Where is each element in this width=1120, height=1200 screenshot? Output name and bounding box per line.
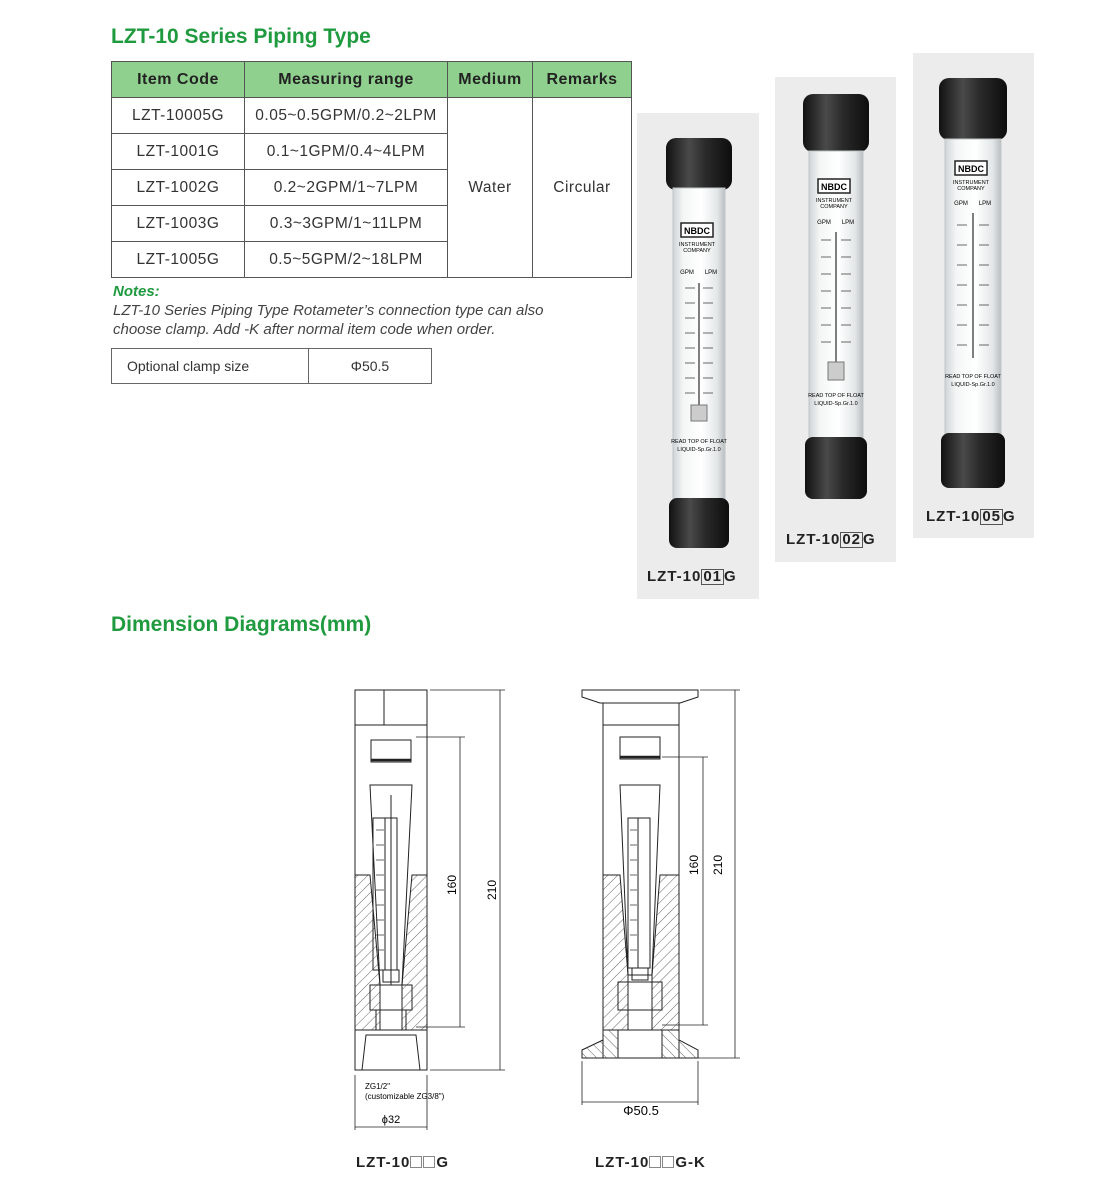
photo-caption [926, 508, 1016, 525]
item-code-cell: LZT-1002G [112, 170, 245, 206]
meter-text: LPM [841, 220, 855, 226]
meter-text: READ TOP OF FLOAT [671, 439, 727, 445]
meter-text: LIQUID-Sp.Gr.1.0 [677, 447, 721, 453]
caption-suffix: G [1003, 508, 1016, 525]
meter-text: LPM [978, 201, 992, 207]
brand-logo: NBDC [684, 226, 710, 236]
meter-text: LPM [704, 270, 718, 276]
table-header-row [112, 62, 632, 98]
brand-logo: NBDC [821, 182, 847, 192]
photo-caption [647, 568, 737, 585]
caption-suffix: G [436, 1154, 450, 1171]
product-photo-lzt-1001g [637, 113, 759, 599]
caption-suffix: G [863, 531, 876, 548]
item-code-cell: LZT-1003G [112, 206, 245, 242]
diagram-caption [595, 1154, 706, 1171]
blank-box-icon [423, 1156, 435, 1168]
meter-text: INSTRUMENT [815, 198, 853, 204]
header-item-code: Item Code [112, 62, 245, 98]
clamp-size-label: Optional clamp size [112, 349, 309, 384]
meter-text: INSTRUMENT [678, 242, 716, 248]
rotameter-image [913, 53, 1034, 538]
meter-text: GPM [954, 201, 968, 207]
dimension-diagram-lzt-10g-k [570, 685, 750, 1125]
dimension-scale: 160 [445, 874, 459, 896]
caption-prefix: LZT-10 [356, 1154, 411, 1171]
meter-text: GPM [680, 270, 694, 276]
notes [113, 282, 544, 339]
meter-text: LIQUID-Sp.Gr.1.0 [951, 382, 995, 388]
meter-text: COMPANY [820, 204, 848, 210]
spec-table [111, 61, 632, 278]
meter-text: LIQUID-Sp.Gr.1.0 [814, 401, 858, 407]
caption-prefix: LZT-10 [595, 1154, 650, 1171]
header-medium: Medium [448, 62, 533, 98]
remarks-cell: Circular [533, 98, 632, 278]
table-row [112, 98, 632, 134]
photo-caption [786, 531, 876, 548]
section-title: Dimension Diagrams(mm) [111, 613, 372, 636]
item-code-cell: LZT-10005G [112, 98, 245, 134]
meter-text: COMPANY [957, 186, 985, 192]
blank-box-icon [662, 1156, 674, 1168]
header-measuring-range: Measuring range [245, 62, 448, 98]
dimension-scale: 160 [687, 854, 701, 876]
range-cell: 0.1~1GPM/0.4~4LPM [245, 134, 448, 170]
caption-code: 01 [703, 568, 723, 585]
thread-spec: ZG1/2" [365, 1082, 391, 1091]
caption-suffix: G-K [675, 1154, 706, 1171]
range-cell: 0.05~0.5GPM/0.2~2LPM [245, 98, 448, 134]
range-cell: 0.2~2GPM/1~7LPM [245, 170, 448, 206]
notes-line: LZT-10 Series Piping Type Rotameter’s connection type can also [113, 302, 544, 319]
caption-code: 02 [842, 531, 862, 548]
header-remarks: Remarks [533, 62, 632, 98]
dimension-diagram-lzt-10g [340, 685, 520, 1135]
dimension-total: 210 [711, 854, 725, 876]
caption-prefix: LZT-10 [926, 508, 981, 525]
clamp-size-table [111, 348, 432, 384]
meter-text: COMPANY [683, 248, 711, 254]
diagram-caption [356, 1154, 449, 1171]
caption-prefix: LZT-10 [786, 531, 841, 548]
medium-cell: Water [448, 98, 533, 278]
meter-text: READ TOP OF FLOAT [808, 393, 864, 399]
dimension-total: 210 [485, 879, 499, 901]
item-code-cell: LZT-1005G [112, 242, 245, 278]
notes-heading: Notes: [113, 283, 160, 300]
dimension-width: ϕ32 [381, 1114, 401, 1126]
meter-text: GPM [817, 220, 831, 226]
caption-prefix: LZT-10 [647, 568, 702, 585]
item-code-cell: LZT-1001G [112, 134, 245, 170]
product-photo-lzt-1002g [775, 77, 896, 562]
clamp-size-value: Φ50.5 [309, 349, 432, 384]
blank-box-icon [410, 1156, 422, 1168]
rotameter-image [775, 77, 896, 562]
brand-logo: NBDC [958, 164, 984, 174]
rotameter-image [637, 113, 759, 599]
notes-line: choose clamp. Add -K after normal item code when order. [113, 321, 496, 338]
thread-spec-note: (customizable ZG3/8") [365, 1092, 445, 1101]
blank-box-icon [649, 1156, 661, 1168]
dimension-width: Φ50.5 [623, 1103, 659, 1118]
caption-suffix: G [724, 568, 737, 585]
range-cell: 0.3~3GPM/1~11LPM [245, 206, 448, 242]
product-photo-lzt-10005g [913, 53, 1034, 538]
range-cell: 0.5~5GPM/2~18LPM [245, 242, 448, 278]
section-title: LZT-10 Series Piping Type [111, 25, 371, 48]
caption-code: 05 [982, 508, 1002, 525]
meter-text: READ TOP OF FLOAT [945, 374, 1001, 380]
meter-text: INSTRUMENT [952, 180, 990, 186]
